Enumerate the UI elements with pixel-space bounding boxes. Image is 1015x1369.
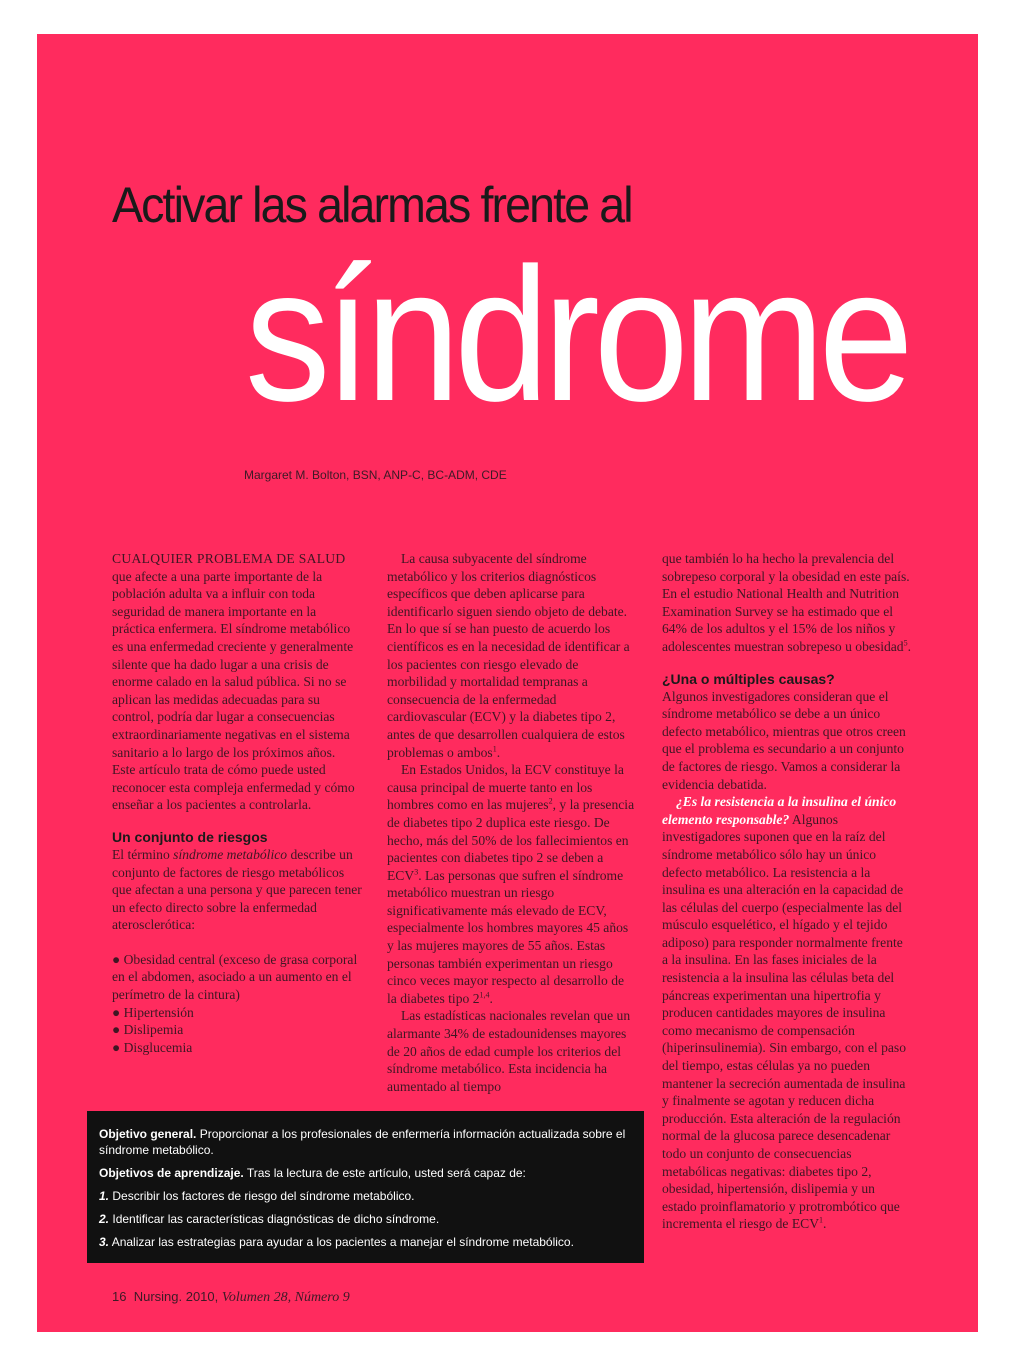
bullet-item: ● Disglucemia	[112, 1039, 193, 1055]
objectives-box	[87, 1111, 644, 1263]
bullet-icon: ●	[112, 951, 124, 967]
column-3	[662, 550, 912, 1233]
page-footer	[112, 1289, 350, 1306]
column-1	[112, 550, 362, 1056]
learning-objectives: Objetivos de aprendizaje. Tras la lectura de este artículo, usted será capaz de:	[99, 1166, 526, 1180]
paragraph: ¿Es la resistencia a la insulina el único elemento responsable? Algunos investigadores suponen que en la raíz del síndrome metabólico sólo hay un único defecto metabólico. La resistencia a la insulina es una alteración en la capacidad de las células del cuerpo (especialmente las del músculo esquelético, el hígado y el tejido adiposo) para responder normalmente frente a la insulina. En las fases iniciales de la resistencia a la insulina las células beta del páncreas experimentan una hipertrofia y producen cantidades mayores de insulina como mecanismo de compensación (hiperinsulinemia). Sin embargo, con el paso del tiempo, estas células ya no pueden mantener la secreción aumentada de insulina y finalmente se agotan y reducen dicha producción. Esta alteración de la regulación normal de la glucosa parece desencadenar todo un conjunto de consecuencias metabólicas negativas: diabetes tipo 2, obesidad, hipertensión, dislipemia y un estado proinflamatorio y protrombótico que incrementa el riesgo de ECV$^1$.	[662, 794, 907, 1232]
page-number: 16	[112, 1289, 127, 1304]
objective-item: 1. Describir los factores de riesgo del síndrome metabólico.	[99, 1189, 415, 1203]
section-heading-riesgos: Un conjunto de riesgos	[112, 828, 268, 845]
bullet-item: ● Obesidad central (exceso de grasa corporal en el abdomen, asociado a un aumento en el perímetro de la cintura)	[112, 951, 358, 1003]
intro-caps: CUALQUIER PROBLEMA DE SALUD	[112, 551, 346, 566]
bullet-icon: ●	[112, 1039, 124, 1055]
bullet-item: ● Dislipemia	[112, 1022, 184, 1038]
column-2	[387, 550, 637, 1095]
paragraph: Algunos investigadores consideran que el síndrome metabólico se debe a un único defecto metabólico, mientras que otros creen que el problema es secundario a un conjunto de factores de riesgo. Vamos a considerar la evidencia debatida.	[662, 688, 906, 792]
section-heading-causas: ¿Una o múltiples causas?	[662, 670, 835, 687]
general-objective: Objetivo general. Proporcionar a los profesionales de enfermería información actualizada sobre el síndrome metabólico.	[99, 1127, 626, 1157]
author-byline: Margaret M. Bolton, BSN, ANP-C, BC-ADM, CDE	[244, 468, 507, 482]
bullet-icon: ●	[112, 1022, 124, 1038]
journal-name: Nursing. 2010,	[133, 1289, 219, 1304]
bullet-item: ● Hipertensión	[112, 1004, 194, 1020]
definition-paragraph: El término síndrome metabólico describe un conjunto de factores de riesgo metabólicos que afectan a una persona y que parecen tener un efecto directo sobre la enfermedad aterosclerótica:	[112, 846, 362, 933]
intro-text: que afecte a una parte importante de la población adulta va a influir con toda seguridad de manera importante en la práctica enfermera. El síndrome metabólico es una enfermedad creciente y generalmente silente que ha dado lugar a una crisis de enorme calado en la salud pública. Si no se aplican las medidas adecuadas para su control, podría dar lugar a consecuencias extraordinariamente negativas en el sistema sanitario a lo largo de los próximos años. Este artículo trata de cómo puede usted reconocer esta compleja enfermedad y cómo enseñar a los pacientes a controlarla.	[112, 568, 355, 813]
title-line-2: síndrome	[245, 229, 908, 441]
bullet-icon: ●	[112, 1004, 124, 1020]
title-line-1: Activar las alarmas frente al	[112, 177, 632, 233]
term-emphasis: síndrome metabólico	[173, 846, 288, 862]
objective-item: 2. Identificar las características diagnósticas de dicho síndrome.	[99, 1212, 440, 1226]
paragraph: En Estados Unidos, la ECV constituye la causa principal de muerte tanto en los hombres como en las mujeres$^2$, y la presencia de diabetes tipo 2 duplica este riesgo. De hecho, más del 50% de los fallecimientos en pacientes con diabetes tipo 2 se deben a ECV$^3$. Las personas que sufren el síndrome metabólico muestran un riesgo significativamente más elevado de ECV, especialmente los hombres mayores 45 años y las mujeres mayores de 55 años. Estas personas también experimentan un riesgo cinco veces mayor respecto al desarrollo de la diabetes tipo 2$^{1,4}$.	[387, 762, 635, 1006]
volume-info: Volumen 28, Número 9	[221, 1290, 350, 1305]
intro-paragraph	[112, 550, 362, 814]
paragraph: La causa subyacente del síndrome metabólico y los criterios diagnósticos específicos que deben aplicarse para identificarlo siguen siendo objeto de debate. En lo que sí se han puesto de acuerdo los científicos es en la necesidad de identificar a los pacientes con riesgo elevado de morbilidad y mortalidad tempranas a consecuencia de la enfermedad cardiovascular (ECV) y la diabetes tipo 2, antes de que desarrollen cualquiera de estos problemas o ambos$^1$.	[387, 551, 630, 760]
subheading-insulina: ¿Es la resistencia a la insulina el único elemento responsable?	[662, 794, 897, 827]
objective-item: 3. Analizar las estrategias para ayudar a los pacientes a manejar el síndrome metabólico.	[99, 1235, 574, 1249]
paragraph: Las estadísticas nacionales revelan que un alarmante 34% de estadounidenses mayores de 20 años de edad cumple los criterios del síndrome metabólico. Esta incidencia ha aumentado al tiempo	[387, 1008, 631, 1094]
paragraph: que también lo ha hecho la prevalencia del sobrepeso corporal y la obesidad en este país. En el estudio National Health and Nutrition Examination Survey se ha estimado que el 64% de los adultos y el 15% de los niños y adolescentes muestran sobrepeso u obesidad$^5$.	[662, 551, 912, 654]
